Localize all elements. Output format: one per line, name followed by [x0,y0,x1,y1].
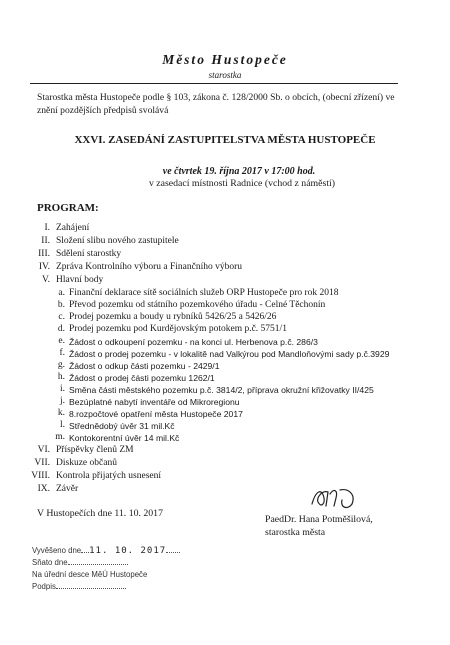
item-number: VII. [34,458,50,468]
program-item: Závěr [56,484,79,494]
program-subitem: Kontokorentní úvěr 14 mil.Kč [69,433,180,443]
item-number: VIII. [31,471,50,481]
meeting-datetime: ve čtvrtek 19. října 2017 v 17:00 hod. [162,166,316,177]
meeting-venue: v zasedací místnosti Radnice (vchod z náměstí) [148,178,336,189]
program-item: Příspěvky členů ZM [56,445,134,455]
subitem-letter: f. [59,348,65,358]
program-heading: PROGRAM: [37,202,99,214]
subitem-letter: l. [59,420,65,430]
subitem-letter: i. [59,384,65,394]
program-item: Hlavní body [56,275,104,285]
item-number: V. [41,275,50,285]
subitem-letter: j. [59,396,65,406]
item-number: III. [38,249,50,259]
item-number: IV. [38,262,50,272]
program-subitem: Žádost o odkup části pozemku - 2429/1 [69,361,220,371]
program-subitem: 8.rozpočtové opatření města Hustopeče 2017 [69,409,243,419]
program-item: Zahájení [56,223,90,233]
item-number: VI. [37,445,50,455]
program-subitem: Žádost o prodej části pozemku 1262/1 [69,373,215,383]
stamp-board-label: Na úřední desce MěÚ Hustopeče [32,570,148,579]
subitem-letter: h. [57,372,65,382]
item-number: II. [41,236,50,246]
subitem-letter: b. [57,300,65,310]
stamp-removed-label: Sňato dne [32,558,68,567]
subitem-letter: g. [57,360,65,370]
program-item: Složení slibu nového zastupitele [56,236,179,246]
program-subitem: Prodej pozemku a boudy u rybníků 5426/25 a 5426/26 [69,312,277,322]
program-subitem: Prodej pozemku pod Kurdějovským potokem p.č. 5751/1 [69,324,287,334]
subitem-letter: e. [58,336,65,346]
place-and-date: V Hustopečích dne 11. 10. 2017 [37,508,163,519]
signer-name: PaedDr. Hana Potměšilová, [265,514,373,525]
item-number: I. [44,223,50,233]
program-item: Kontrola přijatých usnesení [56,471,162,481]
stamp-posted-label: Vyvěšeno dne [32,546,82,555]
program-item: Diskuze občanů [56,458,117,468]
subitem-letter: m. [55,432,65,442]
meeting-title: XXVI. ZASEDÁNÍ ZASTUPITELSTVA MĚSTA HUSTOPEČE [74,134,376,146]
subitem-letter: k. [57,408,65,418]
program-subitem: Žádost o odkoupení pozemku - na konci ul. Herbenova p.č. 286/3 [69,337,318,347]
town-title: Město Hustopeče [162,52,288,67]
program-item: Sdělení starostky [56,249,122,259]
stamp-signature-label: Podpis [32,582,56,591]
stamp-posted-date: 11. 10. 2017 [89,546,167,556]
program-subitem: Žádost o prodej pozemku - v lokalitě nad Valkýrou pod Mandloňovými sady p.č.3929 [69,349,390,359]
item-number: IX. [37,484,50,494]
program-subitem: Převod pozemku od státního pozemkového úřadu - Celné Těchonín [69,300,326,310]
subitem-letter: c. [58,312,65,322]
header-divider [30,83,398,84]
program-subitem: Finanční deklarace sítě sociálních služeb ORP Hustopeče pro rok 2018 [69,288,339,298]
handwritten-signature [308,484,360,512]
program-subitem: Směna části městského pozemku p.č. 3814/2, příprava okružní křižovatky II/425 [69,385,374,395]
subitem-letter: d. [57,324,65,334]
program-subitem: Střednědobý úvěr 31 mil.Kč [69,421,175,431]
program-item: Zpráva Kontrolního výboru a Finančního výboru [56,262,243,272]
signer-role: starostka města [265,527,326,538]
town-subtitle: starostka [208,70,242,80]
program-subitem: Bezúplatné nabytí inventáře od Mikroregionu [69,397,240,407]
subitem-letter: a. [58,288,65,298]
intro-paragraph: Starostka města Hustopeče podle § 103, zákona č. 128/2000 Sb. o obcích, (obecní zřízení) ve znění pozdějších předpisů svolává [37,92,395,116]
